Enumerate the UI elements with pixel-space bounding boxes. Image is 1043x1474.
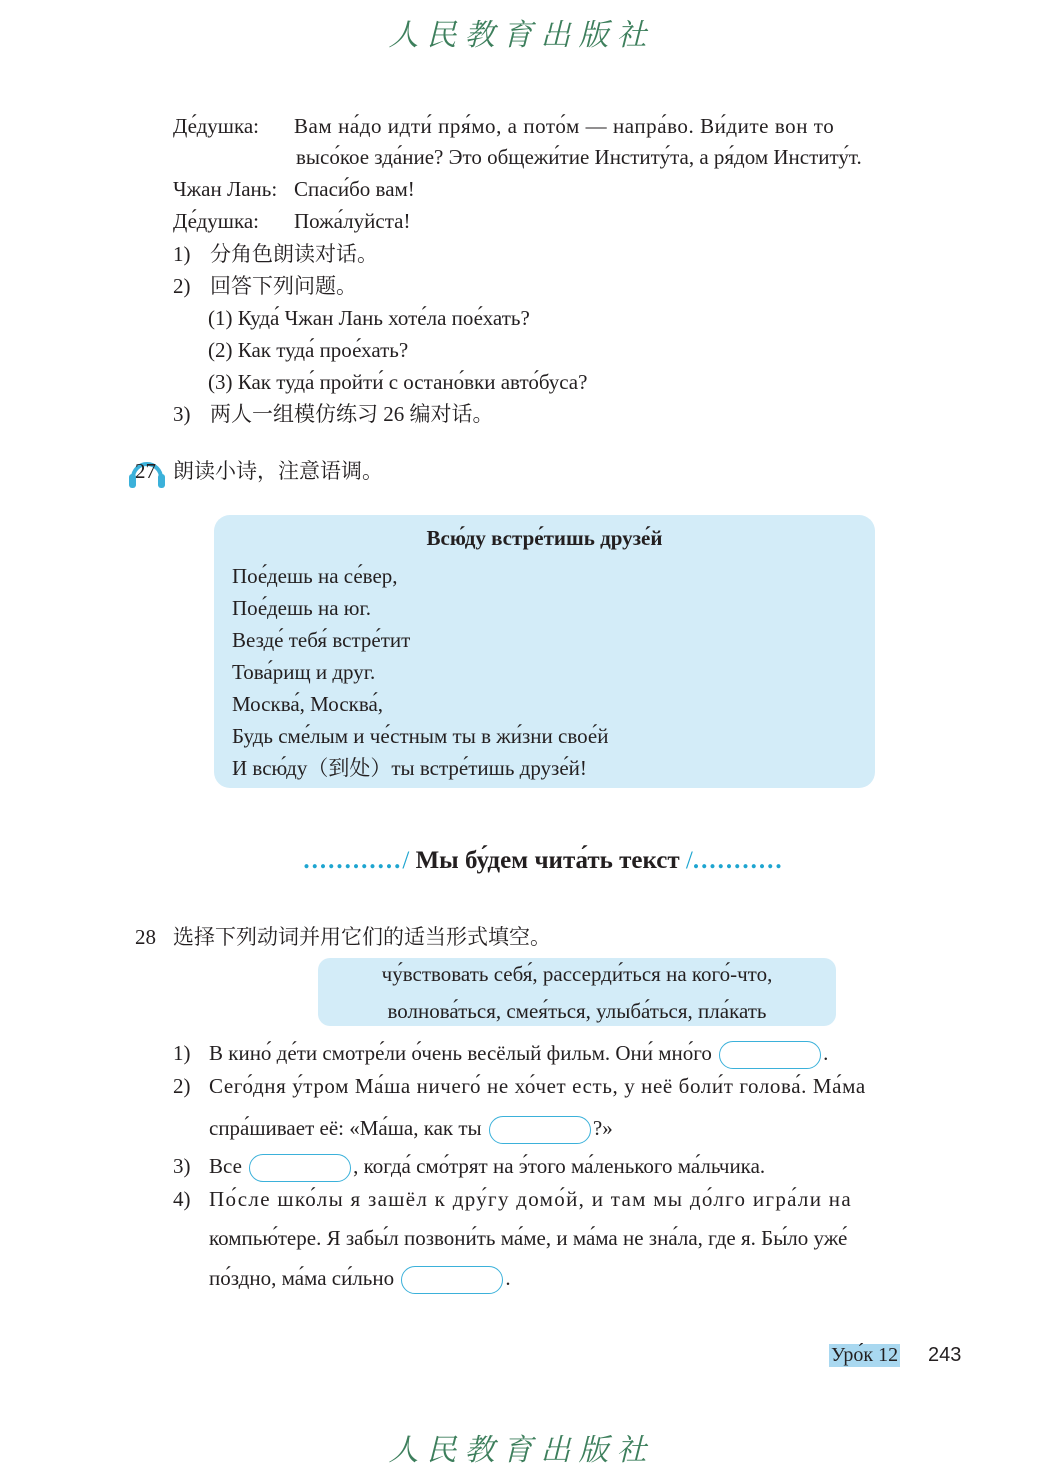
question: (1) Куда́ Чжан Лань хоте́ла пое́хать?	[208, 306, 530, 330]
speaker: Де́душка:	[173, 209, 260, 233]
section-title: Мы бу́дем чита́ть текст	[415, 847, 680, 874]
poem-line: Това́рищ и друг.	[232, 660, 376, 684]
task-num: 1)	[173, 242, 191, 266]
item-num: 1)	[173, 1041, 191, 1065]
answer-blank[interactable]	[719, 1041, 821, 1069]
item-text	[209, 1153, 765, 1182]
item-text	[209, 1115, 613, 1144]
question: (2) Как туда́ прое́хать?	[208, 338, 409, 362]
slash-decoration: /	[402, 847, 410, 874]
section-heading	[0, 848, 1043, 874]
text: ?»	[592, 1116, 613, 1140]
poem-title: Всю́ду встре́тишь друзе́й	[426, 526, 663, 550]
text: по́здно, ма́ма си́льно	[209, 1266, 395, 1290]
item-text	[209, 1040, 828, 1069]
item-num: 3)	[173, 1154, 191, 1178]
text: В кино́ де́ти смотре́ли о́чень весёлый фильм. Они́ мно́го	[209, 1041, 712, 1065]
exercise-instruction: 朗读小诗，注意语调。	[173, 459, 383, 483]
item-text: По́сле шко́лы я зашёл к дру́гу домо́й, и там мы до́лго игра́ли на	[209, 1187, 852, 1211]
dots-decoration: ...........	[692, 847, 784, 874]
text: Все	[209, 1154, 242, 1178]
answer-blank[interactable]	[489, 1116, 591, 1144]
item-num: 2)	[173, 1074, 191, 1098]
word-bank-line: чу́вствовать себя́, рассерди́ться на кого́-что,	[381, 962, 773, 986]
dots-decoration: ............	[303, 847, 403, 874]
exercise-instruction: 选择下列动词并用它们的适当形式填空。	[173, 925, 551, 949]
exercise-number: 27	[135, 459, 156, 483]
slash-decoration: /	[685, 847, 693, 874]
dialogue-line: высо́кое зда́ние? Это общежи́тие Институ́та, а ря́дом Институ́т.	[296, 145, 862, 169]
dialogue-line: Вам на́до идти́ пря́мо, а пото́м — напра́во. Ви́дите вон то	[294, 114, 835, 138]
speaker: Де́душка:	[173, 114, 260, 138]
page-number: 243	[928, 1344, 962, 1366]
dialogue-line: Спаси́бо вам!	[294, 177, 415, 201]
answer-blank[interactable]	[401, 1266, 503, 1294]
dialogue-line: Пожа́луйста!	[294, 209, 411, 233]
text: спра́шивает её: «Ма́ша, как ты	[209, 1116, 482, 1140]
poem-line: Москва́, Москва́,	[232, 692, 384, 716]
question: (3) Как туда́ пройти́ с остано́вки авто́буса?	[208, 370, 588, 394]
poem-line: Пое́дешь на се́вер,	[232, 564, 398, 588]
word-bank-line: волнова́ться, смея́ться, улыба́ться, пла́кать	[387, 999, 767, 1023]
item-text: Сего́дня у́тром Ма́ша ничего́ не хо́чет есть, у неё боли́т голова́. Ма́ма	[209, 1074, 866, 1098]
lesson-label: Уро́к 12	[831, 1344, 899, 1366]
task-text: 两人一组模仿练习 26 编对话。	[210, 402, 494, 426]
task-text: 回答下列问题。	[210, 274, 357, 298]
text: .	[505, 1266, 511, 1290]
task-num: 2)	[173, 274, 191, 298]
publisher-logo: 人民教育出版社	[388, 18, 655, 53]
task-text: 分角色朗读对话。	[210, 242, 378, 266]
speaker: Чжан Лань:	[173, 177, 278, 201]
task-num: 3)	[173, 402, 191, 426]
text: , когда́ смо́трят на э́того ма́ленького ма́льчика.	[353, 1154, 766, 1178]
item-text: компью́тере. Я забы́л позвони́ть ма́ме, и ма́ма не зна́ла, где я. Бы́ло уже́	[209, 1226, 848, 1250]
poem-line: Везде́ тебя́ встре́тит	[232, 628, 411, 652]
poem-line: Пое́дешь на юг.	[232, 596, 371, 620]
exercise-number: 28	[135, 925, 156, 949]
poem-line: И всю́ду（到处）ты встре́тишь друзе́й!	[232, 756, 587, 780]
item-text	[209, 1265, 511, 1294]
poem-line: Будь сме́лым и че́стным ты в жи́зни свое́й	[232, 724, 609, 748]
answer-blank[interactable]	[249, 1154, 351, 1182]
item-num: 4)	[173, 1187, 191, 1211]
publisher-logo: 人民教育出版社	[388, 1433, 655, 1468]
text: .	[823, 1041, 829, 1065]
